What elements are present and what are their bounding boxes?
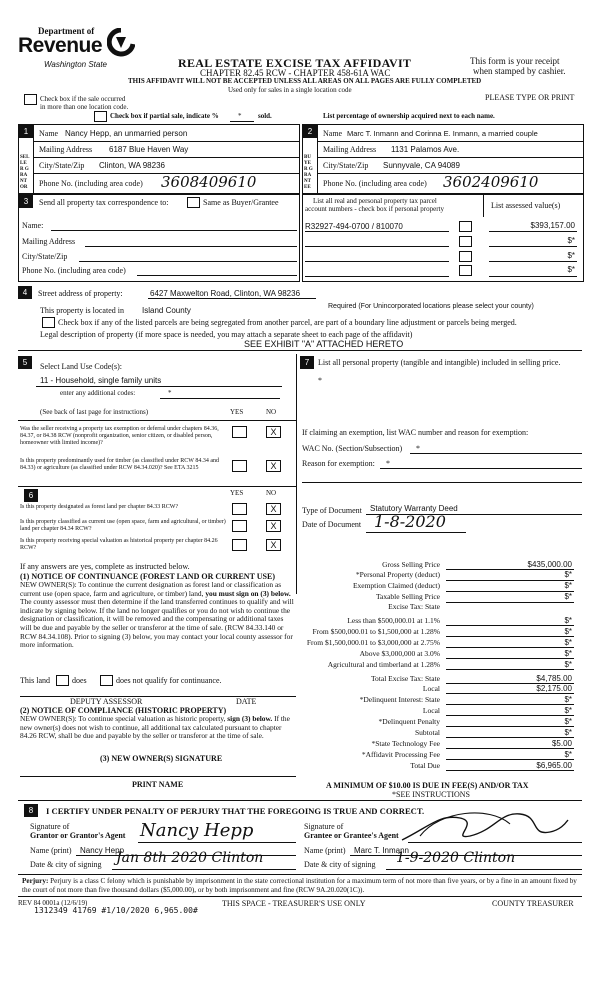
legal-description[interactable]: SEE EXHIBIT "A" ATTACHED HERETO xyxy=(244,339,404,349)
personal-property-checkbox-1[interactable] xyxy=(459,221,472,232)
type-or-print: PLEASE TYPE OR PRINT xyxy=(485,93,575,102)
seller-city[interactable]: Clinton, WA 98236 xyxy=(99,161,165,170)
notice-compliance-bold: sign (3) below. xyxy=(227,714,273,723)
personal-property-checkbox-3[interactable] xyxy=(459,251,472,262)
same-as-buyer-checkbox[interactable] xyxy=(187,197,200,208)
taxable-selling-price-label: Taxable Selling Price xyxy=(375,592,440,601)
buyer-mailing-label: Mailing Address xyxy=(323,145,377,154)
new-owner-signature-label: (3) NEW OWNER(S) SIGNATURE xyxy=(100,754,223,763)
exemption-no-checkbox[interactable]: X xyxy=(266,426,281,438)
buyer-city[interactable]: Sunnyvale, CA 94089 xyxy=(383,161,460,170)
agricultural-value[interactable]: $* xyxy=(564,660,572,669)
parcel-header-2: account numbers - check box if personal property xyxy=(305,205,444,213)
grantor-sig-label-1: Signature of xyxy=(30,822,70,831)
total-excise-local[interactable]: $2,175.00 xyxy=(536,684,572,693)
document-type[interactable]: Statutory Warranty Deed xyxy=(370,504,458,513)
historic-yes-checkbox[interactable] xyxy=(232,539,247,551)
personal-property-deduct-label: *Personal Property (deduct) xyxy=(355,570,440,579)
notice-continuance-p2: The county assessor must then determine if the land transferred continues to qualify and will indicate by signing below. If the land no longer qualifies or you do not wish to continue the designation or classification, it will be removed and the compensating or additional taxes will be due and payable by the seller or transferor at the time of sale. (RCW 84.33.140 or RCW 84.34.108). Prior to signing (3) below, you may contact your local county assessor for more information. xyxy=(20,597,294,650)
receipt-note-2: when stamped by cashier. xyxy=(473,66,566,76)
grantor-date-city[interactable]: Jan 8th 2020 Clinton xyxy=(116,850,264,866)
grantee-sig-label-1: Signature of xyxy=(304,822,344,831)
seller-name-label: Name xyxy=(39,129,59,138)
assessed-header: List assessed value(s) xyxy=(491,201,561,210)
land-does-label: does xyxy=(72,676,87,685)
grantor-date-label: Date & city of signing xyxy=(30,860,102,869)
subtotal[interactable]: $* xyxy=(564,728,572,737)
county[interactable]: Island County xyxy=(142,306,191,315)
notice-compliance-title: (2) NOTICE OF COMPLIANCE (HISTORIC PROPERTY) xyxy=(20,706,227,715)
form-subtitle: CHAPTER 82.45 RCW - CHAPTER 458-61A WAC xyxy=(200,68,391,78)
seller-phone-label: Phone No. (including area code) xyxy=(39,179,143,188)
multi-location-label-1: Check box if the sale occurred xyxy=(40,95,126,103)
grantee-sig-label-2: Grantee or Grantee's Agent xyxy=(304,831,399,840)
delinquent-interest-local[interactable]: $* xyxy=(564,706,572,715)
receipt-note-1: This form is your receipt xyxy=(470,56,560,66)
exemption-question: Was the seller receiving a property tax exemption or deferral under chapters 84.36, 84.37, or 84.38 RCW (nonprofit organization, senior citizen, or disabled person, homeowner with limited income)? xyxy=(20,426,219,446)
agricultural-label: Agricultural and timberland at 1.28% xyxy=(327,660,440,669)
personal-property-checkbox-4[interactable] xyxy=(459,265,472,276)
taxable-selling-price[interactable]: $* xyxy=(564,592,572,601)
assessed-value-2[interactable]: $* xyxy=(567,236,575,245)
buyer-section xyxy=(302,124,584,194)
tier1-label: Less than $500,000.01 at 1.1% xyxy=(347,616,440,625)
current-use-yes-checkbox[interactable] xyxy=(232,520,247,532)
exemption-claimed-label: Exemption Claimed (deduct) xyxy=(352,581,440,590)
single-location-note: Used only for sales in a single location code xyxy=(228,86,352,94)
seller-section xyxy=(18,124,300,194)
this-land-label: This land xyxy=(20,676,50,685)
correspondence-section xyxy=(18,194,300,282)
parcel-number[interactable]: R32927-494-0700 / 810070 xyxy=(305,222,403,231)
tier2-label: From $500,000.01 to $1,500,000 at 1.28% xyxy=(312,627,440,636)
personal-property-checkbox-2[interactable] xyxy=(459,236,472,247)
section-number-8: 8 xyxy=(24,804,38,817)
grantor-name[interactable]: Nancy Hepp xyxy=(80,846,125,855)
logo-dept-main: Revenue xyxy=(18,34,103,57)
delinquent-penalty[interactable]: $* xyxy=(564,717,572,726)
land-use-code[interactable]: 11 - Household, single family units xyxy=(40,376,162,385)
parcel-header-1: List all real and personal property tax parcel xyxy=(313,197,437,205)
delinquent-interest-state-label: *Delinquent Interest: State xyxy=(359,695,440,704)
if-yes-note: If any answers are yes, complete as instructed below. xyxy=(20,562,190,571)
exemption-reason-label: Reason for exemption: xyxy=(302,459,375,468)
forest-yes-checkbox[interactable] xyxy=(232,503,247,515)
gross-selling-price-label: Gross Selling Price xyxy=(382,560,440,569)
form-warning: THIS AFFIDAVIT WILL NOT BE ACCEPTED UNLESS ALL AREAS ON ALL PAGES ARE FULLY COMPLETED xyxy=(128,77,482,85)
exemption-claimed[interactable]: $* xyxy=(564,581,572,590)
notice-compliance-p2: If the new owner(s) does not wish to continue, all additional tax calculated pursuant to chapter 84.26 RCW, shall be due and payable by the seller or transferor at the time of sale. xyxy=(20,714,290,741)
buyer-name[interactable]: Marc T. Inmann and Corinna E. Inmann, a married couple xyxy=(347,129,538,138)
grantor-sig-label-2: Grantor or Grantor's Agent xyxy=(30,831,126,840)
forest-question: Is this property designated as forest land per chapter 84.33 RCW? xyxy=(20,504,179,510)
buyer-phone[interactable]: 3602409610 xyxy=(443,173,539,191)
tier4-label: Above $3,000,000 at 3.0% xyxy=(359,649,440,658)
same-as-buyer-label: Same as Buyer/Grantee xyxy=(203,198,279,207)
located-label: This property is located in xyxy=(40,306,124,315)
notice-compliance-body xyxy=(20,715,296,741)
seller-phone[interactable]: 3608409610 xyxy=(161,173,257,191)
buyer-mailing[interactable]: 1131 Palamos Ave. xyxy=(391,145,460,154)
seller-mailing[interactable]: 6187 Blue Haven Way xyxy=(109,145,189,154)
grantee-date-label: Date & city of signing xyxy=(304,860,376,869)
tier4-value[interactable]: $* xyxy=(564,649,572,658)
document-date-label: Date of Document xyxy=(302,520,362,529)
seller-city-label: City/State/Zip xyxy=(39,161,85,170)
assessor-date-label: DATE xyxy=(236,697,257,706)
tier1-value[interactable]: $* xyxy=(564,616,572,625)
subtotal-label: Subtotal xyxy=(414,728,440,737)
buyer-side-label: BUYER GRANTEE xyxy=(304,155,313,190)
tier3-value[interactable]: $* xyxy=(564,638,572,647)
see-instructions: *SEE INSTRUCTIONS xyxy=(392,790,471,799)
section-number-4: 4 xyxy=(18,286,32,299)
total-excise-state-label: Total Excise Tax: State xyxy=(370,674,440,683)
exemption-yes-checkbox[interactable] xyxy=(232,426,247,438)
land-does-not-label: does not qualify for continuance. xyxy=(116,676,222,685)
yes-header-5: YES xyxy=(230,408,244,416)
processing-fee[interactable]: $* xyxy=(564,750,572,759)
corr-mailing-label: Mailing Address xyxy=(22,237,76,246)
segregated-label: Check box if any of the listed parcels are being segregated from another parcel, are part of a boundary line adjustment or parcels being merged. xyxy=(58,318,517,327)
notice-continuance-title: (1) NOTICE OF CONTINUANCE (FOREST LAND OR CURRENT USE) xyxy=(20,572,275,581)
forest-no-checkbox[interactable]: X xyxy=(266,503,281,515)
land-does-checkbox[interactable] xyxy=(56,675,69,686)
seller-side-label: SELLER GRANTOR xyxy=(20,155,30,190)
document-date[interactable]: 1-8-2020 xyxy=(374,512,446,531)
additional-codes[interactable]: * xyxy=(168,389,172,397)
land-does-not-checkbox[interactable] xyxy=(100,675,113,686)
notice-continuance-bold: you must sign on (3) below. xyxy=(205,588,291,598)
street-label: Street address of property: xyxy=(38,289,123,298)
partial-sale-label: Check box if partial sale, indicate % xyxy=(110,112,219,120)
total-due[interactable]: $6,965.00 xyxy=(536,761,572,770)
perjury-bold: Perjury: xyxy=(22,877,49,885)
delinquent-penalty-label: *Delinquent Penalty xyxy=(378,717,440,726)
technology-fee-label: *State Technology Fee xyxy=(371,739,440,748)
send-correspondence-label: Send all property tax correspondence to: xyxy=(39,198,169,207)
personal-property-label: List all personal property (tangible and intangible) included in selling price. xyxy=(318,358,561,367)
section-number-2: 2 xyxy=(303,125,317,138)
certify-title: I CERTIFY UNDER PENALTY OF PERJURY THAT THE FOREGOING IS TRUE AND CORRECT. xyxy=(46,806,425,816)
document-type-label: Type of Document xyxy=(302,506,362,515)
street-address[interactable]: 6427 Maxwelton Road, Clinton, WA 98236 xyxy=(150,289,301,298)
section-number-5: 5 xyxy=(18,356,32,369)
grantee-signature[interactable] xyxy=(400,806,570,846)
buyer-name-label: Name xyxy=(323,129,343,138)
section-number-3: 3 xyxy=(19,195,33,208)
notice-continuance-body xyxy=(20,581,296,650)
segregated-checkbox[interactable] xyxy=(42,317,55,328)
assessed-value-1[interactable]: $393,157.00 xyxy=(530,221,575,230)
form-number: REV 84 0001a (12/6/19) xyxy=(18,899,88,907)
county-treasurer-label: COUNTY TREASURER xyxy=(492,899,574,908)
buyer-city-label: City/State/Zip xyxy=(323,161,369,170)
historic-no-checkbox[interactable]: X xyxy=(266,539,281,551)
timber-no-checkbox[interactable]: X xyxy=(266,460,281,472)
current-use-question: Is this property classified as current use (open space, farm and agricultural, or timber) land per chapter 84.34 RCW? xyxy=(20,519,226,532)
gross-selling-price[interactable]: $435,000.00 xyxy=(527,560,572,569)
wac-label: WAC No. (Section/Subsection) xyxy=(302,444,403,453)
multi-location-checkbox[interactable] xyxy=(24,94,37,105)
multi-location-label-2: in more than one location code. xyxy=(40,103,129,111)
delinquent-interest-state[interactable]: $* xyxy=(564,695,572,704)
seller-mailing-label: Mailing Address xyxy=(39,145,93,154)
tax-calculation xyxy=(300,560,582,772)
timber-question: Is this property predominantly used for timber (as classified under RCW 84.34 and 84.33) or agriculture (as classified under RCW 84.34.020)? See ETA 3215 xyxy=(20,458,220,471)
additional-codes-label: enter any additional codes: xyxy=(60,389,136,397)
delinquent-interest-local-label: Local xyxy=(422,706,440,715)
grantee-date-city[interactable]: 1-9-2020 Clinton xyxy=(396,850,516,866)
logo-dept-top: Department of xyxy=(38,26,95,36)
see-back-note: (See back of last page for instructions) xyxy=(40,408,149,416)
historic-question: Is this property receiving special valuation as historical property per chapter 84.26 RCW? xyxy=(20,538,218,551)
notice-continuance-p1: NEW OWNER(S): To continue the current designation as forest land or classification as current use (open space, farm and agriculture, or timber) land, xyxy=(20,580,282,598)
section-number-6: 6 xyxy=(24,489,38,502)
cashier-stamp: 1312349 41769 #1/10/2020 6,965.00# xyxy=(34,906,198,915)
agency-logo xyxy=(18,26,138,72)
timber-yes-checkbox[interactable] xyxy=(232,460,247,472)
no-header-6: NO xyxy=(266,489,277,497)
tier3-label: From $1,500,000.01 to $3,000,000 at 2.75% xyxy=(306,638,440,647)
personal-property-value[interactable]: * xyxy=(318,376,322,385)
assessed-value-4[interactable]: $* xyxy=(567,265,575,274)
personal-property-deduct[interactable]: $* xyxy=(564,570,572,579)
minimum-fee-note: A MINIMUM OF $10.00 IS DUE IN FEE(S) AND/OR TAX xyxy=(326,781,529,790)
yes-header-6: YES xyxy=(230,489,244,497)
section-number-1: 1 xyxy=(19,125,33,138)
grantor-signature[interactable]: Nancy Hepp xyxy=(140,820,254,841)
corr-name-label: Name: xyxy=(22,221,44,230)
tier2-value[interactable]: $* xyxy=(564,627,572,636)
wac-number[interactable]: * xyxy=(416,444,420,453)
partial-sale-checkbox[interactable] xyxy=(94,111,107,122)
print-name-label: PRINT NAME xyxy=(132,780,184,789)
ownership-note: List percentage of ownership acquired next to each name. xyxy=(323,112,495,120)
no-header-5: NO xyxy=(266,408,277,416)
form-title: REAL ESTATE EXCISE TAX AFFIDAVIT xyxy=(178,56,412,70)
grantee-name[interactable]: Marc T. Inmann xyxy=(354,846,409,855)
notice-compliance-p1: NEW OWNER(S): To continue special valuation as historic property, xyxy=(20,714,226,723)
corr-phone-label: Phone No. (including area code) xyxy=(22,266,126,275)
buyer-phone-label: Phone No. (including area code) xyxy=(323,179,427,188)
required-county-note: Required (For Unincorporated locations please select your county) xyxy=(328,303,534,310)
processing-fee-label: *Affidavit Processing Fee xyxy=(361,750,440,759)
exemption-reason[interactable]: * xyxy=(386,459,390,468)
technology-fee[interactable]: $5.00 xyxy=(551,739,572,748)
exemption-claim-label: If claiming an exemption, list WAC number and reason for exemption: xyxy=(302,428,529,437)
grantor-name-label: Name (print) xyxy=(30,846,72,855)
perjury-notice xyxy=(22,877,582,894)
assessed-value-3[interactable]: $* xyxy=(567,251,575,260)
seller-name[interactable]: Nancy Hepp, an unmarried person xyxy=(65,129,188,138)
land-use-label: Select Land Use Code(s): xyxy=(40,362,122,371)
current-use-no-checkbox[interactable]: X xyxy=(266,520,281,532)
logo-state: Washington State xyxy=(44,60,108,69)
partial-sale-pct[interactable]: * xyxy=(238,112,242,120)
parcel-section xyxy=(302,194,584,282)
perjury-text: Perjury is a class C felony which is punishable by imprisonment in the state correctional institution for a maximum term of not more than five years, or by a fine in an amount fixed by the court of not more than five thousand dollars ($5,000.00), or by both imprisonment and fine (RCW 9A.20.020(1C)). xyxy=(22,877,577,894)
section-number-7: 7 xyxy=(300,356,314,369)
treasurer-use-label: THIS SPACE - TREASURER'S USE ONLY xyxy=(222,899,366,908)
legal-description-label: Legal description of property (if more space is needed, you may attach a separate sheet to each page of the affidavit) xyxy=(40,330,413,339)
total-excise-state[interactable]: $4,785.00 xyxy=(536,674,572,683)
grantee-name-label: Name (print) xyxy=(304,846,346,855)
property-section xyxy=(18,284,582,352)
corr-city-label: City/State/Zip xyxy=(22,252,68,261)
total-due-label: Total Due xyxy=(410,761,440,770)
partial-sale-sold: sold. xyxy=(258,112,272,120)
total-excise-local-label: Local xyxy=(422,684,440,693)
excise-tax-state-label: Excise Tax: State xyxy=(388,602,440,611)
deputy-assessor-label: DEPUTY ASSESSOR xyxy=(70,697,143,706)
revenue-logo-icon xyxy=(107,28,135,58)
